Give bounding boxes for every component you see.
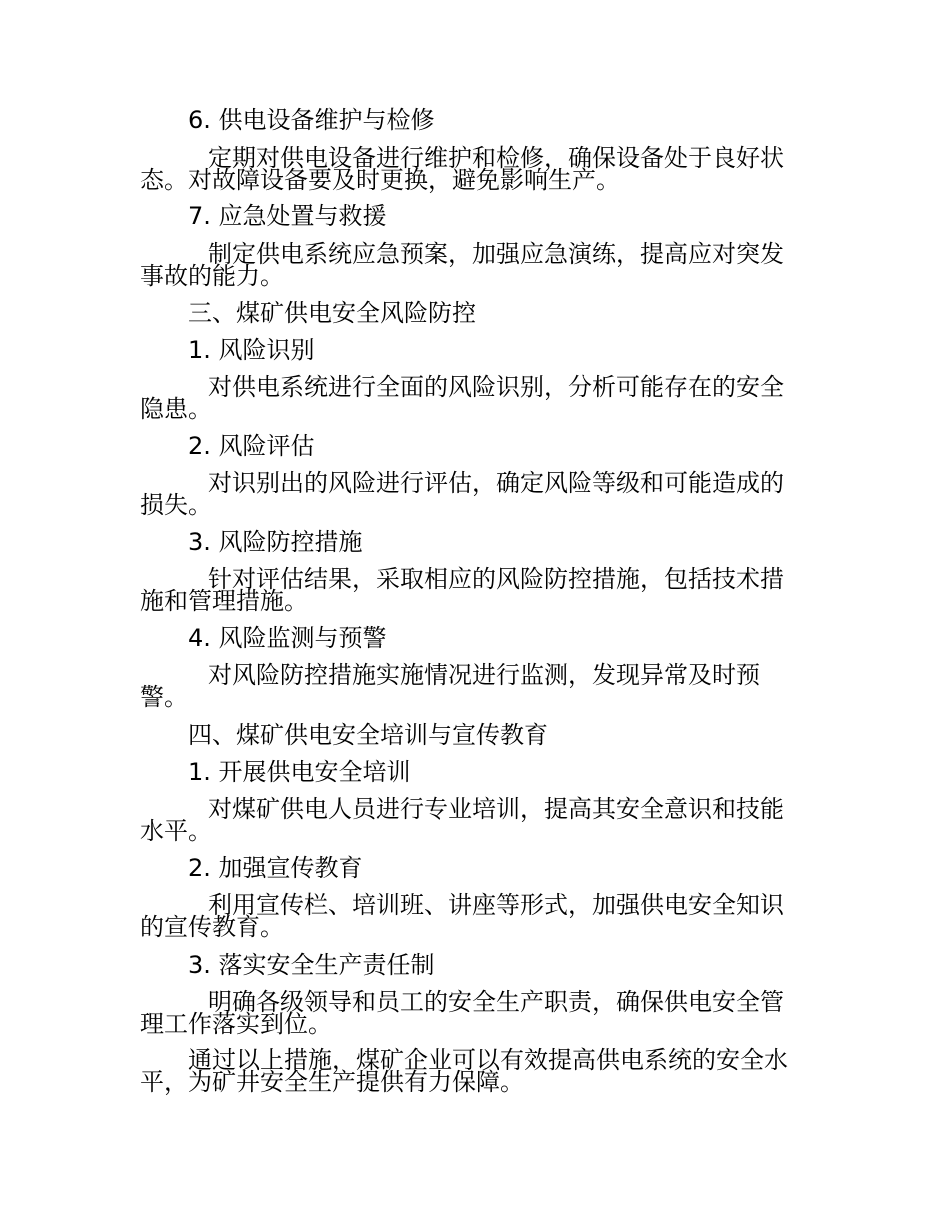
paragraph-line: 水平。 (140, 817, 212, 845)
paragraph-line: 对供电系统进行全面的风险识别，分析可能存在的安全 (208, 373, 784, 401)
paragraph (140, 661, 810, 711)
paragraph-line: 警。 (140, 683, 188, 711)
paragraph-line: 事故的能力。 (140, 262, 284, 290)
paragraph (140, 891, 810, 941)
paragraph-line: 态。对故障设备要及时更换，避免影响生产。 (140, 166, 620, 194)
section-heading: 6. 供电设备维护与检修 (188, 106, 435, 134)
paragraph-line: 理工作落实到位。 (140, 1010, 332, 1038)
paragraph-line: 平，为矿井安全生产提供有力保障。 (140, 1068, 524, 1096)
closing-paragraph (140, 1046, 810, 1096)
paragraph-line: 定期对供电设备进行维护和检修，确保设备处于良好状 (208, 144, 784, 172)
paragraph (140, 240, 810, 290)
paragraph-line: 隐患。 (140, 395, 212, 423)
paragraph-line: 对风险防控措施实施情况进行监测，发现异常及时预 (208, 661, 760, 689)
paragraph (140, 373, 810, 423)
section-heading: 2. 加强宣传教育 (188, 854, 363, 882)
section-heading: 4. 风险监测与预警 (188, 624, 387, 652)
chapter-heading: 四、煤矿供电安全培训与宣传教育 (188, 721, 548, 749)
paragraph (140, 565, 810, 615)
paragraph-line: 针对评估结果，采取相应的风险防控措施，包括技术措 (208, 565, 784, 593)
section-heading: 1. 开展供电安全培训 (188, 758, 411, 786)
paragraph-line: 通过以上措施，煤矿企业可以有效提高供电系统的安全水 (188, 1046, 788, 1074)
paragraph (140, 144, 810, 194)
paragraph-line: 对识别出的风险进行评估，确定风险等级和可能造成的 (208, 469, 784, 497)
chapter-heading: 三、煤矿供电安全风险防控 (188, 299, 476, 327)
section-heading: 3. 风险防控措施 (188, 528, 363, 556)
paragraph-line: 制定供电系统应急预案，加强应急演练，提高应对突发 (208, 240, 784, 268)
paragraph (140, 988, 810, 1038)
section-heading: 1. 风险识别 (188, 336, 315, 364)
paragraph (140, 795, 810, 845)
paragraph (140, 469, 810, 519)
section-heading: 2. 风险评估 (188, 432, 315, 460)
paragraph-line: 损失。 (140, 491, 212, 519)
paragraph-line: 明确各级领导和员工的安全生产职责，确保供电安全管 (208, 988, 784, 1016)
section-heading: 3. 落实安全生产责任制 (188, 951, 435, 979)
section-heading: 7. 应急处置与救援 (188, 202, 387, 230)
paragraph-line: 的宣传教育。 (140, 913, 284, 941)
paragraph-line: 对煤矿供电人员进行专业培训，提高其安全意识和技能 (208, 795, 784, 823)
paragraph-line: 施和管理措施。 (140, 587, 308, 615)
paragraph-line: 利用宣传栏、培训班、讲座等形式，加强供电安全知识 (208, 891, 784, 919)
